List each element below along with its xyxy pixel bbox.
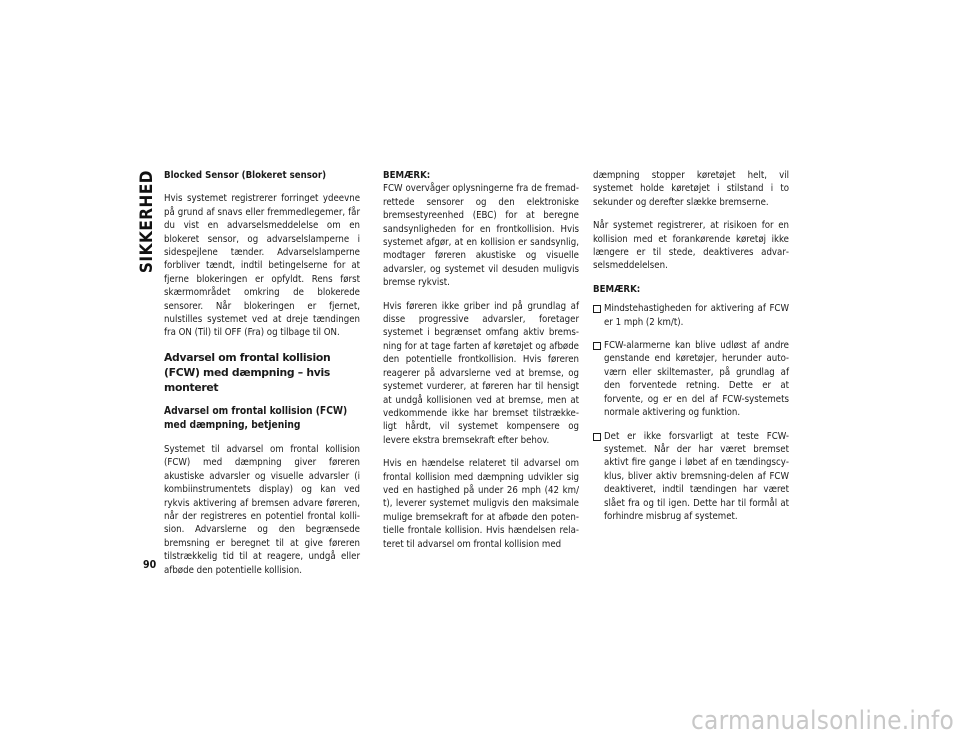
page-number: 90	[143, 559, 157, 571]
subheading-fcw-operation: Advarsel om frontal kollision (FCW) med dæmpning, betjening	[164, 405, 348, 431]
note-bullet-list	[593, 302, 789, 523]
paragraph-driver-intervention: Hvis føreren ikke griber ind på grundlag af disse progressive advarsler, foretager systemet i begrænset omfang aktiv bremsning for at tage farten af køretøjet og afbøde den potentielle frontkollision. Hvis føreren reagerer på advarslerne ved at bremse, og systemet vurderer, at føreren har til hensigt at undgå kollisionen ved at bremse, men at vedkommende ikke har bremset tilstrækkeligt hårdt, vil systemet kompensere og levere ekstra bremsekraft efter behov.	[383, 300, 579, 446]
note-label: BEMÆRK:	[383, 170, 431, 181]
paragraph-warning-deactivation: Når systemet registrerer, at risikoen for en kollision med et forankørende køretøj ikke længere er til stede, deaktiveres advarselsmeddelelsen.	[593, 220, 789, 272]
checkbox-bullet-icon	[593, 433, 601, 441]
paragraph-fcw-intro: Systemet til advarsel om frontal kollision (FCW) med dæmpning giver føreren akustiske advarsler og visuelle advarsler (i kombiinstrumentets display) og kan ved rykvis aktivering af bremsen advare føreren, når der registreres en potentiel frontal kollision. Advarslerne og den begrænsede bremsning er beregnet til at give føreren tilstrækkelig tid til at reagere, undgå eller afbøde den potentielle kollision.	[164, 443, 360, 576]
column-1	[164, 169, 360, 587]
section-heading-fcw: Advarsel om frontal kollision (FCW) med dæmpning – hvis monteret	[164, 350, 331, 394]
column-2	[383, 169, 579, 561]
note-text: FCW overvåger oplysningerne fra de fremadrettede sensorer og den elektroniske bremsestyreenhed (EBC) for at beregne sandsynligheden for en frontkollision. Hvis systemet afgør, at en kollision er sandsynlig, modtager føreren akustiske og visuelle advarsler, og systemet vil desuden muligvis bremse rykvist.	[383, 183, 579, 289]
watermark: carmanualsonline.info	[691, 706, 954, 736]
list-item: Det er ikke forsvarligt at teste FCW-systemet. Når der har været bremset aktivt fire gange i løbet af en tændingscyklus, bliver aktiv bremsning-delen af FCW deaktiveret, indtil tændingen har været slået fra og til igen. Dette har til formål at forhindre misbrug af systemet.	[593, 430, 789, 524]
paragraph-vehicle-stop: dæmpning stopper køretøjet helt, vil systemet holde køretøjet i stilstand i to sekunder og derefter slække bremserne.	[593, 170, 789, 208]
heading-blocked-sensor: Blocked Sensor (Blokeret sensor)	[164, 170, 327, 181]
section-side-tab: SIKKERHED	[137, 170, 157, 274]
list-item: FCW-alarmerne kan blive udløst af andre genstande end køretøjer, herunder autoværn eller skiltemaster, på grundlag af den forventede retning. Dette er at forvente, og er en del af FCW-systemets normale aktivering og funktion.	[593, 339, 789, 419]
checkbox-bullet-icon	[593, 342, 601, 350]
checkbox-bullet-icon	[593, 305, 601, 313]
paragraph-blocked-sensor: Hvis systemet registrerer forringet ydeevne på grund af snavs eller fremmedlegemer, får du vist en advarselsmeddelelse om en blokeret sensor, og advarselslamperne i sidespejlene tænder. Advarselslamperne forbliver tændt, indtil betingelserne for at fjerne blokeringen er opfyldt. Rens først skærmområdet omkring de blokerede sensorer. Når blokeringen er fjernet, nulstilles systemet ved at dreje tændingen fra ON (Til) til OFF (Fra) og tilbage til ON.	[164, 193, 360, 339]
paragraph-low-speed-braking: Hvis en hændelse relateret til advarsel om frontal kollision med dæmpning udvikler sig ved en hastighed på under 26 mph (42 km/ t), leverer systemet muligvis den maksimale mulige bremsekraft for at afbøde den potentielle frontale kollision. Hvis hændelsen relateret til advarsel om frontal kollision med	[383, 458, 579, 550]
note-label: BEMÆRK:	[593, 283, 641, 295]
column-3	[593, 169, 789, 533]
list-item: Mindstehastigheden for aktivering af FCW er 1 mph (2 km/t).	[593, 302, 789, 329]
